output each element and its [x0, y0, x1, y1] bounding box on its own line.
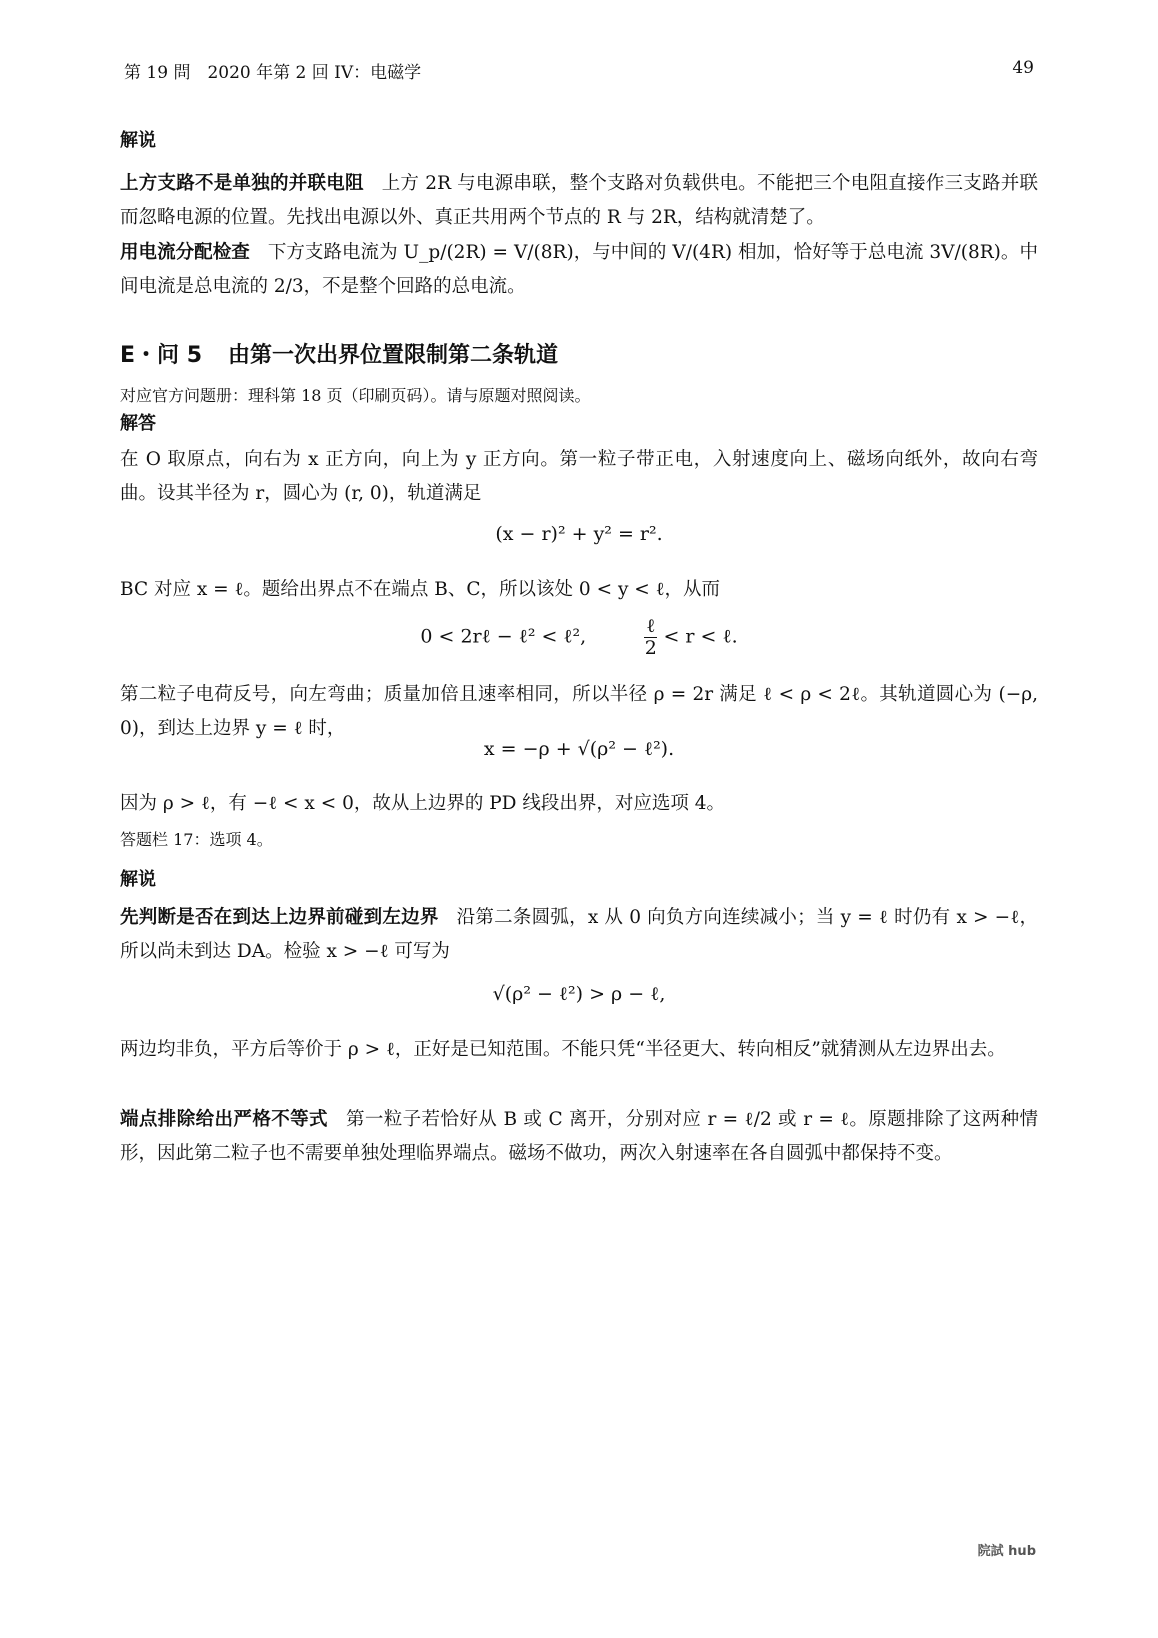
- fraction: [644, 616, 657, 659]
- section-label-answer: 解答: [120, 413, 156, 434]
- fraction-denominator: 2: [644, 636, 657, 659]
- equation-exit-point: x = −ρ + √(ρ² − ℓ²).: [483, 738, 675, 760]
- answer-paragraph-2: BC 对应 x = ℓ。题给出界点不在端点 B、C，所以该处 0 < y < ℓ，从而: [120, 579, 721, 600]
- paragraph-left-boundary: [120, 901, 1038, 969]
- paragraph-upper-branch: [120, 167, 1038, 235]
- paragraph-square-both: 两边均非负，平方后等价于 ρ > ℓ，正好是已知范围。不能只凭“半径更大、转向相反”就猜测从左边界出去。: [120, 1039, 1006, 1060]
- answer-paragraph-1: 在 O 取原点，向右为 x 正方向，向上为 y 正方向。第一粒子带正电，入射速度向上、磁场向纸外，故向右弯曲。设其半径为 r，圆心为 (r, 0)，轨道满足: [120, 449, 1038, 504]
- page-header: [124, 58, 1034, 82]
- page-number: 49: [1012, 58, 1034, 78]
- paragraph-text: 下方支路电流为 U_p/(2R) = V/(8R)，与中间的 V/(4R) 相加，恰好等于总电流 3V/(8R)。中间电流是总电流的 2/3，不是整个回路的总电流。: [120, 242, 1038, 297]
- equation-orbit-1: (x − r)² + y² = r².: [495, 523, 663, 545]
- answer-paragraph-4: 因为 ρ > ℓ，有 −ℓ < x < 0，故从上边界的 PD 线段出界，对应选项 4。: [120, 793, 726, 814]
- paragraph-lead: 上方支路不是单独的并联电阻: [120, 173, 364, 194]
- answer-paragraph-3: 第二粒子电荷反号，向左弯曲；质量加倍且速率相同，所以半径 ρ = 2r 满足 ℓ < ρ < 2ℓ。其轨道圆心为 (−ρ, 0)，到达上边界 y = ℓ 时，: [120, 684, 1038, 739]
- section-label-explanation-2: 解说: [120, 869, 156, 890]
- answer-box: 答题栏 17：选项 4。: [120, 830, 273, 849]
- reference-note: 对应官方问题册：理科第 18 页（印刷页码）。请与原题对照阅读。: [120, 386, 591, 405]
- problem-heading: [120, 338, 558, 369]
- paragraph-text: 沿第二条圆弧，x 从 0 向负方向连续减小；当 y = ℓ 时仍有 x > −ℓ，所以尚未到达 DA。检验 x > −ℓ 可写为: [120, 907, 1038, 962]
- equation-right: < r < ℓ.: [663, 625, 738, 648]
- section-label-explanation: 解说: [120, 130, 156, 151]
- footer-brand: 院試 hub: [977, 1544, 1036, 1559]
- header-title: 第 19 問 2020 年第 2 回 IV：电磁学: [124, 63, 422, 83]
- equation-left: 0 < 2rℓ − ℓ² < ℓ²,: [420, 625, 587, 648]
- paragraph-text: 上方 2R 与电源串联，整个支路对负载供电。不能把三个电阻直接作三支路并联而忽略电源的位置。先找出电源以外、真正共用两个节点的 R 与 2R，结构就清楚了。: [120, 173, 1038, 228]
- paragraph-lead: 先判断是否在到达上边界前碰到左边界: [120, 907, 439, 928]
- paragraph-endpoints: [120, 1103, 1038, 1171]
- problem-title: 由第一次出界位置限制第二条轨道: [228, 343, 559, 368]
- equation-check: √(ρ² − ℓ²) > ρ − ℓ,: [492, 983, 666, 1005]
- problem-number: E・问 5: [120, 343, 202, 368]
- paragraph-lead: 用电流分配检查: [120, 242, 250, 263]
- paragraph-text: 第一粒子若恰好从 B 或 C 离开，分别对应 r = ℓ/2 或 r = ℓ。原题排除了这两种情形，因此第二粒子也不需要单独处理临界端点。磁场不做功，两次入射速率在各自圆弧中都保持不变。: [120, 1109, 1038, 1164]
- paragraph-current-check: [120, 236, 1038, 304]
- fraction-numerator: ℓ: [646, 615, 656, 637]
- equation-inequality: [120, 616, 1038, 659]
- paragraph-lead: 端点排除给出严格不等式: [120, 1109, 328, 1130]
